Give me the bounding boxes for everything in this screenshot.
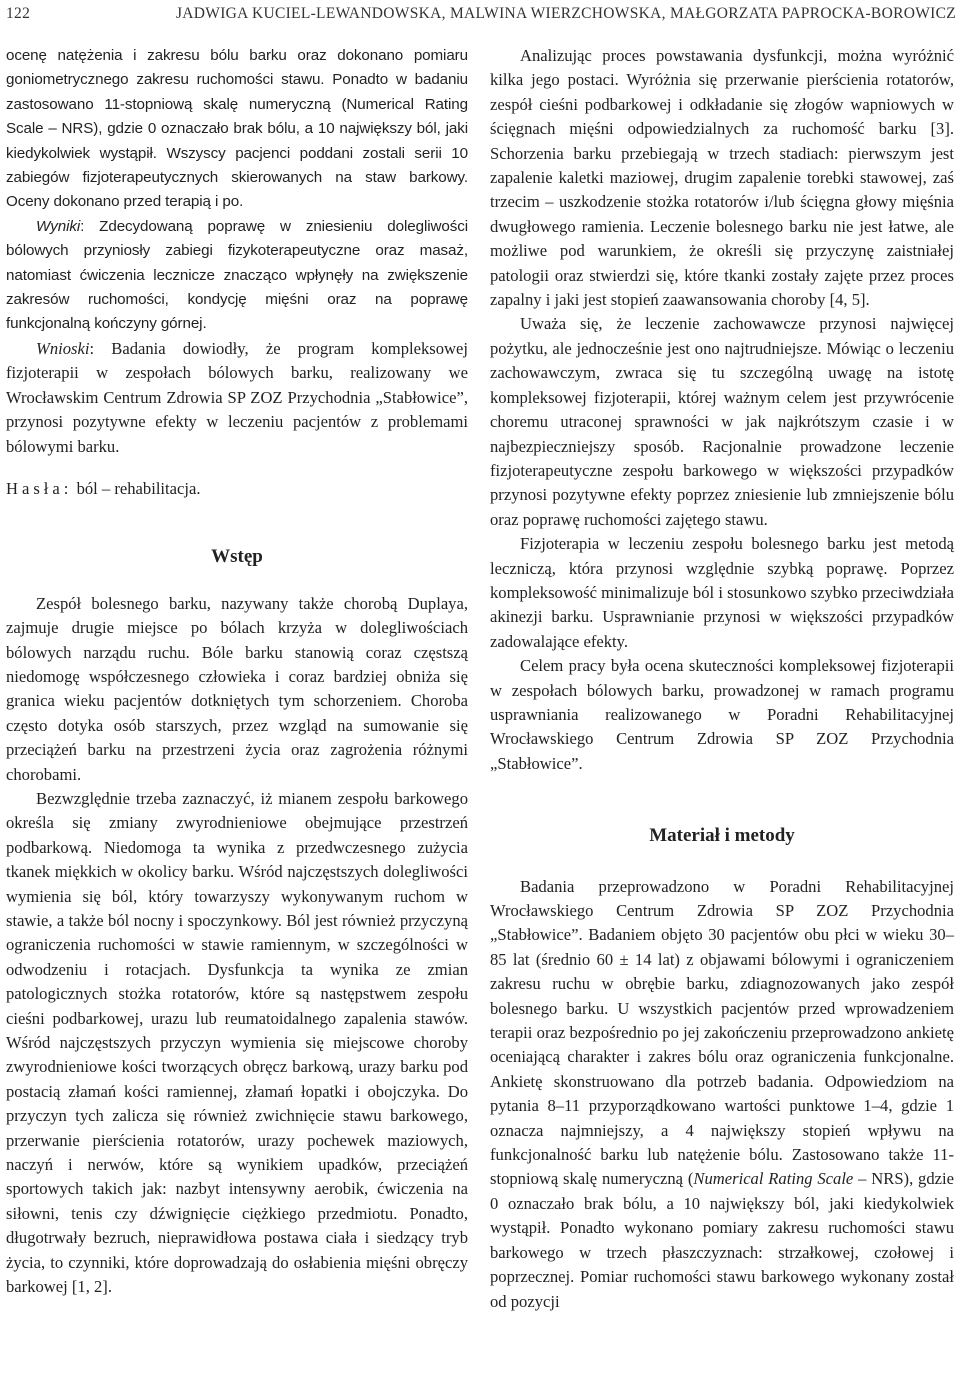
body-paragraph-4: Celem pracy była ocena skuteczności kompleksowej fizjoterapii w zespołach bólowych barku, prowadzonej w ramach programu usprawniania realizowanego w Poradni Rehabilitacyjnej Wrocławskiego Centrum Zdrowia SP ZOZ Przychodnia „Stabłowice”. [490,656,954,773]
page-number: 122 [6,5,31,22]
abstract-results [6,215,468,337]
body-paragraph-2: Uważa się, że leczenie zachowawcze przynosi najwięcej pożytku, ale jednocześnie jest ono najtrudniejsze. Mówiąc o leczeniu zachowawczym, zwraca się tu szczególną uwagę na istotę kompleksowej fizjoterapii, której ważnym celem jest przywrócenie choremu utraconej sprawności w jak najkrótszym czasie i w najbezpieczniejszy sposób. Racjonalnie prowadzone leczenie fizjoterapeutyczne zespołu barkowego w większości przypadków przynosi pozytywne efekty poprzez zniesienie lub zmniejszenie bólu oraz poprawę ruchomości zajętego stawu. [490,314,954,529]
left-column [6,44,468,1300]
section-heading-methods: Materiał i metody [649,825,795,847]
intro-paragraph-2: Bezwzględnie trzeba zaznaczyć, iż mianem zespołu barkowego określa się zmiany zwyrodnieniowe obejmujące przestrzeń podbarkową. Niedomoga ta wynika z przedwczesnego zużycia tkanek miękkich w okolicy barku. Wśród najczęstszych dolegliwości wymienia się ból, który towarzyszy wykonywanym ruchom w stawie, a także ból nocny i spoczynkowy. Ból jest również przyczyną ograniczenia ruchomości w stawie ramiennym, w szczególności w odwodzeniu i rotacjach. Dysfunkcja ta wynika ze zmian patologicznych stożka rotatorów, które są następstwem zespołu cieśni podbarkowej, urazu lub reumatoidalnego zapalenia stawów. Wśród najczęstszych przyczyn wymienia się miejscowe choroby zwyrodnieniowe kości tworzących obręcz barkową, urazy barku pod postacią złamań kości ramiennej, złamań łopatki i obojczyka. Do przyczyn tych zalicza się również zwichnięcie stawu barkowego, przerwanie pierścienia rotatorów, urazy pochewek maziowych, naczyń i nerwów, które są wynikiem upadków, przeciążeń sportowych takich jak: nazbyt intensywny aerobik, ćwiczenia na siłowni, tenis czy dźwignięcie ciężkiego przedmiotu. Ponadto, długotrwały bezruch, nieprawidłowa postawa ciała i siedzący tryb życia, to czynniki, które doprowadzają do osłabienia mięśni obręczy barkowej [1, 2]. [6,788,468,1297]
running-header [6,0,956,28]
abstract-conclusions [6,337,468,459]
abstract-methods-text: ocenę natężenia i zakresu bólu barku oraz dokonano pomiaru goniometrycznego zakresu ruchomości stawu. Ponadto w badaniu zastosowano 11-stopniową skalę numeryczną (Numerical Rating Scale – NRS), gdzie 0 oznaczało brak bólu, a 10 największy ból, jaki kiedykolwiek wystąpił. Wszyscy pacjenci poddani zostali serii 10 zabiegów fizjoterapeutycznych skierowanych na staw barkowy. Oceny dokonano przed terapią i po. [6,47,468,211]
results-label: Wyniki [36,217,81,235]
keywords-text: ból – rehabilitacja. [76,478,201,498]
section-heading-introduction: Wstęp [211,546,263,568]
body-paragraph-1: Analizując proces powstawania dysfunkcji, można wyróżnić kilka jego postaci. Wyróżnia się przerwanie pierścienia rotatorów, zespół cieśni podbarkowej i odkładanie się złogów wapniowych w ścięgnach mięśni odpowiedzialnych za ruchomość barku [3]. Schorzenia barku przebiegają w trzech stadiach: pierwszym jest zapalenie kaletki maziowej, drugim zapalenie torebki stawowej, zaś trzecim – uszkodzenie stożka rotatorów i/lub ścięgna głowy mięśnia dwugłowego ramienia. Leczenie bolesnego barku nie jest łatwe, ale możliwe pod warunkiem, że określi się przyczynę zaistniałej patologii oraz stwierdzi się, które tkanki zostały zajęte przez proces zapalny i jaki jest stopień zaawansowania choroby [4, 5]. [490,46,954,310]
methods-paragraph [490,875,954,1314]
intro-paragraph-1: Zespół bolesnego barku, nazywany także chorobą Duplaya, zajmuje drugie miejsce po bólach krzyża w dolegliwościach bólowych narządu ruchu. Bóle barku stanowią coraz częstszą niedomogę współczesnego człowieka i coraz bardziej obniża się granica wieku pacjentów dotkniętych tym schorzeniem. Choroba często dotyka osób starszych, przez wzgląd na sumowanie się przeciążeń barku na przestrzeni życia oraz zagrożenia różnymi chorobami. [6,593,468,784]
body-paragraph-3: Fizjoterapia w leczeniu zespołu bolesnego barku jest metodą leczniczą, która przynosi względnie szybką poprawę. Poprzez kompleksowość minimalizuje ból i stosunkowo szybko przeciwdziała akinezji barku. Usprawnianie przynosi w większości przypadków zadowalające efekty. [490,534,954,651]
methods-text-a: Badania przeprowadzono w Poradni Rehabilitacyjnej Wrocławskiego Centrum Zdrowia SP ZOZ Przychodnia „Stabłowice”. Badaniem objęto 30 pacjentów obu płci w wieku 30–85 lat (średnio 60 ± 14 lat) z objawami bólowymi i ograniczeniem zakresu ruchu w obrębie barku, zdiagnozowanych jako zespół bolesnego barku. U wszystkich pacjentów przed wprowadzeniem terapii oraz bezpośrednio po jej zakończeniu przeprowadzono ankietę oceniającą charakter i zakres bólu oraz ograniczenia funkcjonalne. Ankietę skonstruowano dla potrzeb badania. Odpowiedziom na pytania 8–11 przyporządkowano wartości punktowe 1–4, gdzie 1 oznacza najmniejszy, a 4 największy stopień wpływu na funkcjonalność barku lub natężenie bólu. Zastosowano także 11-stopniową skalę numeryczną ( [490,876,954,1189]
results-text: : Zdecydowaną poprawę w zniesieniu dolegliwości bólowych przyniosły zabiegi fizykoterapeutyczne oraz masaż, natomiast ćwiczenia lecznicze znacząco wpłynęły na zwiększenie zakresów ruchomości, kondycję mięśni oraz na poprawę funkcjonalną kończyny górnej. [6,217,468,333]
keywords [6,477,468,501]
methods-text-b: – NRS), gdzie 0 oznaczało brak bólu, a 10 największy ból, jaki kiedykolwiek wystąpił. Ponadto wykonano pomiary zakresu ruchomości stawu barkowego w trzech płaszczyznach: strzałkowej, czołowej i poprzecznej. Pomiar ruchomości stawu barkowego wykonany został od pozycji [490,1169,954,1311]
running-header-authors: JADWIGA KUCIEL-LEWANDOWSKA, MALWINA WIERZCHOWSKA, MAŁGORZATA PAPROCKA-BOROWICZ [175,5,956,22]
right-column [490,44,954,1314]
methods-italic-scale: Numerical Rating Scale [693,1169,854,1189]
conclusions-text: : Badania dowiodły, że program kompleksowej fizjoterapii w zespołach bólowych barku, realizowany we Wrocławskim Centrum Zdrowia SP ZOZ Przychodnia „Stabłowice”, przynosi pozytywne efekty w leczeniu pacjentów z problemami bólowymi barku. [6,338,468,456]
conclusions-label: Wnioski [36,338,90,358]
keywords-label: Hasła: [6,478,73,498]
